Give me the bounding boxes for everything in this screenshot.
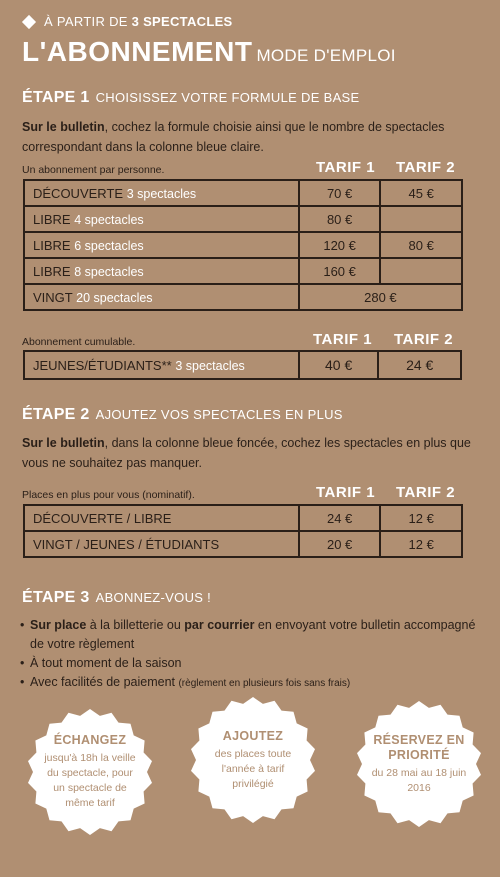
step2-title: AJOUTEZ VOS SPECTACLES EN PLUS <box>95 407 343 422</box>
step1-heading <box>22 89 359 107</box>
table-row <box>24 232 462 258</box>
table-row <box>24 351 461 379</box>
title-main: L'ABONNEMENT <box>22 36 253 67</box>
step2-number: ÉTAPE 2 <box>22 406 90 423</box>
title-sub: MODE D'EMPLOI <box>256 46 396 65</box>
row-tarif2 <box>380 258 462 284</box>
row-tarif1: 160 € <box>299 258 381 284</box>
badge-content <box>369 733 469 796</box>
step2-text-bold: Sur le bulletin <box>22 436 105 450</box>
b1-rest: en envoyant votre bulletin accompagné de votre règlement <box>30 618 476 651</box>
badge-echangez <box>26 708 154 836</box>
row-tarif1: 20 € <box>299 531 381 557</box>
row-label <box>24 284 299 310</box>
youth-col-tarif1: TARIF 1 <box>313 331 373 348</box>
b1-mid: à la billetterie ou <box>86 618 185 632</box>
row-name: DÉCOUVERTE <box>33 185 124 201</box>
row-tarif2: 45 € <box>380 180 462 206</box>
formula-table <box>23 179 463 311</box>
badge-title: ÉCHANGEZ <box>53 733 127 747</box>
row-tarif2: 80 € <box>380 232 462 258</box>
row-tarif1: 70 € <box>299 180 381 206</box>
table-row <box>24 258 462 284</box>
step2-text <box>22 433 482 473</box>
step1-col-tarif1: TARIF 1 <box>316 159 376 176</box>
step2-col-tarif2: TARIF 2 <box>396 484 456 501</box>
row-label <box>24 258 299 284</box>
step1-title: CHOISISSEZ VOTRE FORMULE DE BASE <box>95 90 360 105</box>
row-sub: 6 spectacles <box>74 238 144 253</box>
list-item <box>20 673 480 693</box>
row-name: VINGT / JEUNES / ÉTUDIANTS <box>24 531 299 557</box>
extra-table <box>23 504 463 558</box>
badge-title: AJOUTEZ <box>222 728 284 743</box>
b3-main: Avec facilités de paiement <box>30 675 179 689</box>
row-name: JEUNES/ÉTUDIANTS** <box>33 357 172 373</box>
step1-note2: Abonnement cumulable. <box>22 336 136 348</box>
row-label <box>24 206 299 232</box>
badge-content <box>203 729 303 792</box>
row-label <box>24 232 299 258</box>
row-name: LIBRE <box>33 237 71 253</box>
b1-bold1: Sur place <box>30 618 87 632</box>
row-sub: 3 spectacles <box>126 186 197 201</box>
row-sub: 4 spectacles <box>74 212 144 227</box>
row-name: VINGT <box>33 289 73 305</box>
step2-text-rest: , dans la colonne bleue foncée, cochez les spectacles en plus que vous ne souhaitez pas manquer. <box>22 436 471 470</box>
b2-text: À tout moment de la saison <box>30 656 182 670</box>
kicker-prefix: À PARTIR DE <box>44 14 132 29</box>
row-tarif-merged: 280 € <box>299 284 462 310</box>
step3-list <box>20 616 480 693</box>
table-row <box>24 180 462 206</box>
row-tarif1: 24 € <box>299 505 381 531</box>
row-tarif1: 120 € <box>299 232 381 258</box>
row-sub: 20 spectacles <box>76 290 153 305</box>
step2-note: Places en plus pour vous (nominatif). <box>22 489 195 501</box>
step3-heading <box>22 589 211 607</box>
step1-col-tarif2: TARIF 2 <box>396 159 456 176</box>
step1-text-rest: , cochez la formule choisie ainsi que le nombre de spectacles correspondant dans la colonne bleue claire. <box>22 120 445 154</box>
row-tarif2 <box>380 206 462 232</box>
badge-ajoutez <box>189 696 317 824</box>
table-row <box>24 505 462 531</box>
table-row <box>24 206 462 232</box>
row-name: LIBRE <box>33 263 71 279</box>
row-tarif2: 12 € <box>380 505 462 531</box>
badge-title: RÉSERVEZ EN PRIORITÉ <box>373 732 465 762</box>
row-tarif2: 24 € <box>378 351 461 379</box>
youth-table <box>23 350 462 380</box>
step2-col-tarif1: TARIF 1 <box>316 484 376 501</box>
row-sub: 3 spectacles <box>175 358 245 373</box>
step1-number: ÉTAPE 1 <box>22 89 90 106</box>
step1-text <box>22 117 482 157</box>
youth-col-tarif2: TARIF 2 <box>394 331 454 348</box>
table-row <box>24 531 462 557</box>
b1-bold2: par courrier <box>184 618 255 632</box>
badge-desc: des places toute l'année à tarif privilégié <box>214 747 292 790</box>
step3-title: ABONNEZ-VOUS ! <box>95 590 212 605</box>
row-label <box>24 180 299 206</box>
badge-desc: du 28 mai au 18 juin 2016 <box>371 766 467 794</box>
list-item <box>20 616 480 654</box>
step3-number: ÉTAPE 3 <box>22 589 90 606</box>
badge-content <box>40 733 140 811</box>
row-sub: 8 spectacles <box>74 264 144 279</box>
b3-small: (règlement en plusieurs fois sans frais) <box>178 678 351 689</box>
step2-heading <box>22 406 343 424</box>
row-tarif1: 80 € <box>299 206 381 232</box>
row-name: DÉCOUVERTE / LIBRE <box>24 505 299 531</box>
row-label <box>24 351 299 379</box>
row-name: LIBRE <box>33 211 71 227</box>
list-item <box>20 654 480 673</box>
page-title <box>22 36 396 68</box>
table-row <box>24 284 462 310</box>
row-tarif1: 40 € <box>299 351 379 379</box>
badge-desc: jusqu'à 18h la veille du spectacle, pour un spectacle de même tarif <box>44 752 136 809</box>
row-tarif2: 12 € <box>380 531 462 557</box>
diamond-icon <box>22 14 36 28</box>
step1-note: Un abonnement par personne. <box>22 164 165 176</box>
step1-text-bold: Sur le bulletin <box>22 120 105 134</box>
badge-reservez <box>355 700 483 828</box>
kicker-bold: 3 SPECTACLES <box>131 14 233 29</box>
kicker <box>22 14 233 29</box>
